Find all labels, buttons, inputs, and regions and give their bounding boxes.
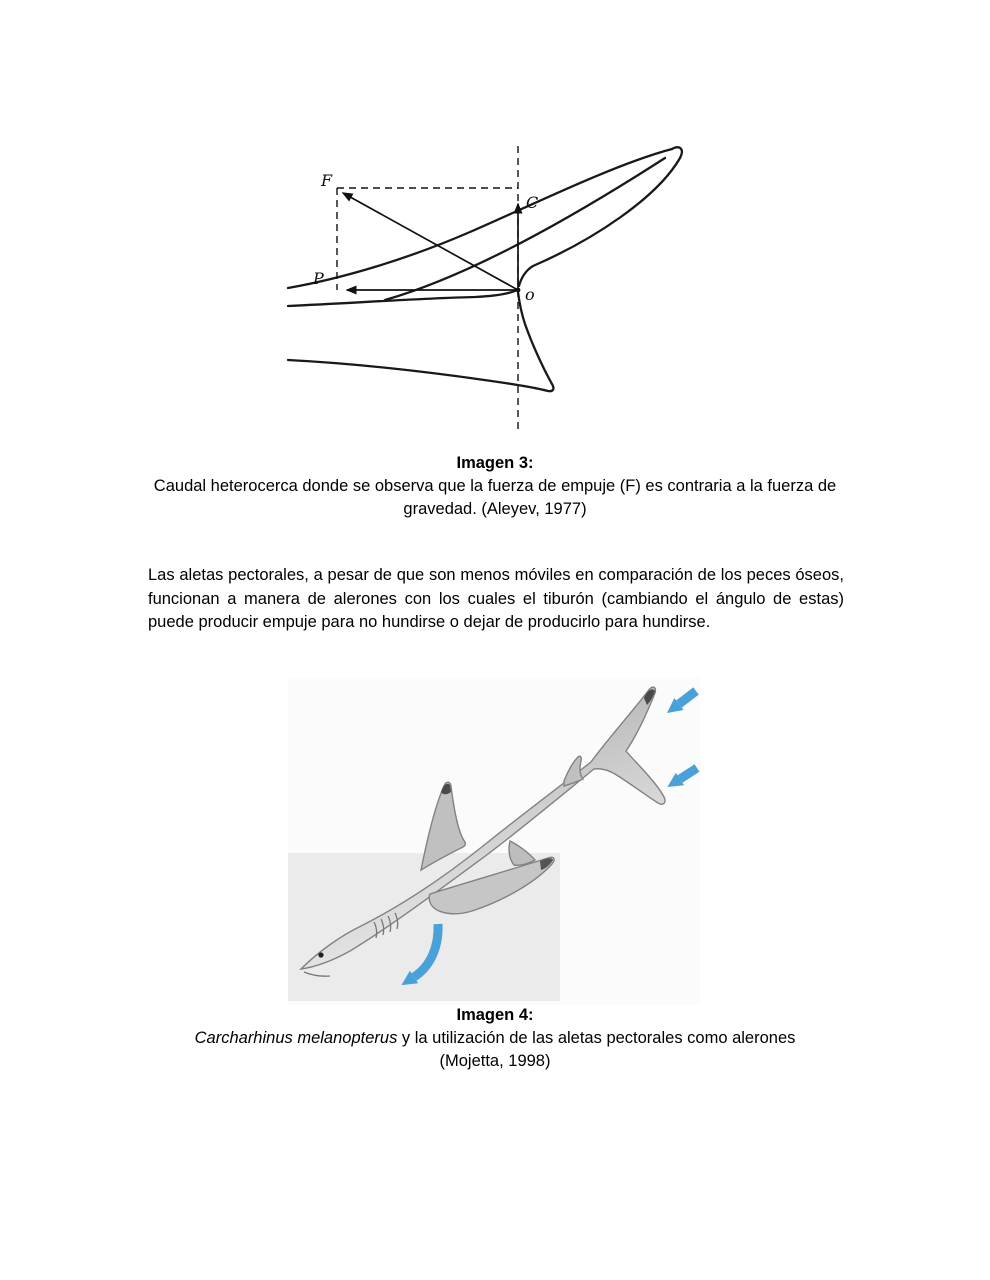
origin-point [516,288,521,293]
figure4-image [288,678,700,1005]
vector-label-f: F [321,171,333,190]
figure3-caption-text: Caudal heterocerca donde se observa que la fuerza de empuje (F) es contraria a la fuerza de gravedad. (Aleyev, 1977) [153,477,837,518]
caudal-fin-outline [288,147,682,391]
figure3-image [285,140,705,435]
figure4-caption [145,1004,845,1073]
figure3-caption [145,452,845,521]
figure3-caption-title: Imagen 3: [456,454,534,472]
force-vector-f-arrow [343,193,518,290]
figure4-caption-rest: y la utilización de las aletas pectorales como alerones (Mojetta, 1998) [397,1029,796,1070]
body-paragraph: Las aletas pectorales, a pesar de que son menos móviles en comparación de los peces óseos, funcionan a manera de alerones con los cuales el tiburón (cambiando el ángulo de estas) puede producir empuje para no hundirse o dejar de producirlo para hundirse. [148,566,844,631]
species-name: Carcharhinus melanopterus [194,1029,398,1047]
vector-label-o: o [525,285,535,304]
figure4-caption-text [168,1027,823,1073]
shark-eye [318,952,323,957]
construction-dashed-lines [337,146,518,430]
figure4-caption-title: Imagen 4: [456,1006,534,1024]
vector-label-c: C [526,193,539,212]
vector-label-p: P [313,269,324,288]
